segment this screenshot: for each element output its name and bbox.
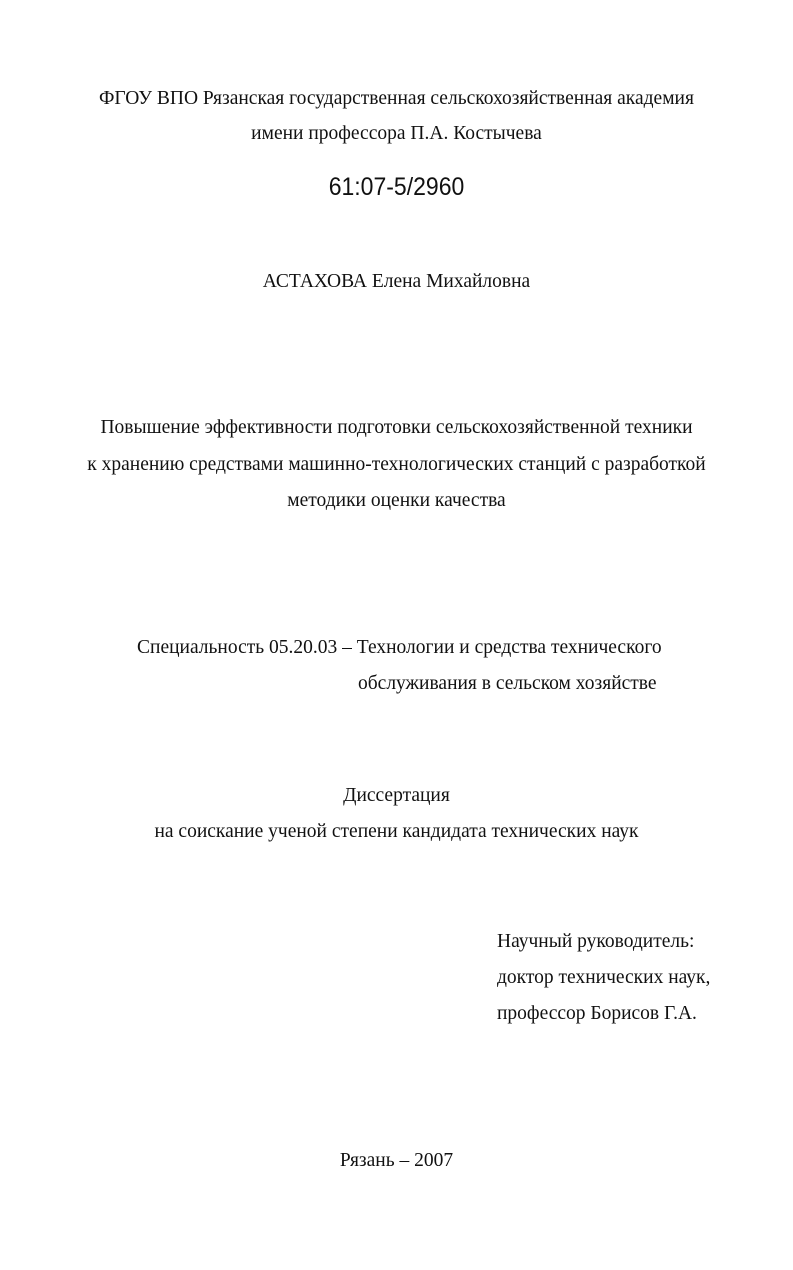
catalog-code: 61:07-5/2960 <box>328 173 465 201</box>
title-line-2: к хранению средствами машинно-технологических станций с разработкой <box>87 454 706 475</box>
specialty-line-2: обслуживания в сельском хозяйстве <box>358 673 657 694</box>
author-name: АСТАХОВА Елена Михайловна <box>262 271 531 292</box>
title-line-1: Повышение эффективности подготовки сельскохозяйственной техники <box>100 417 693 438</box>
supervisor-name: профессор Борисов Г.А. <box>497 1003 697 1024</box>
title-line-3: методики оценки качества <box>287 490 506 511</box>
specialty-line-1: Специальность 05.20.03 – Технологии и средства технического <box>137 637 662 658</box>
institution-line-2: имени профессора П.А. Костычева <box>251 123 542 144</box>
supervisor-label: Научный руководитель: <box>497 931 695 952</box>
dissertation-label: Диссертация <box>343 785 450 806</box>
supervisor-degree: доктор технических наук, <box>497 967 711 988</box>
institution-line-1: ФГОУ ВПО Рязанская государственная сельскохозяйственная академия <box>99 88 694 109</box>
dissertation-degree: на соискание ученой степени кандидата технических наук <box>154 821 639 842</box>
city-year: Рязань – 2007 <box>339 1150 454 1171</box>
